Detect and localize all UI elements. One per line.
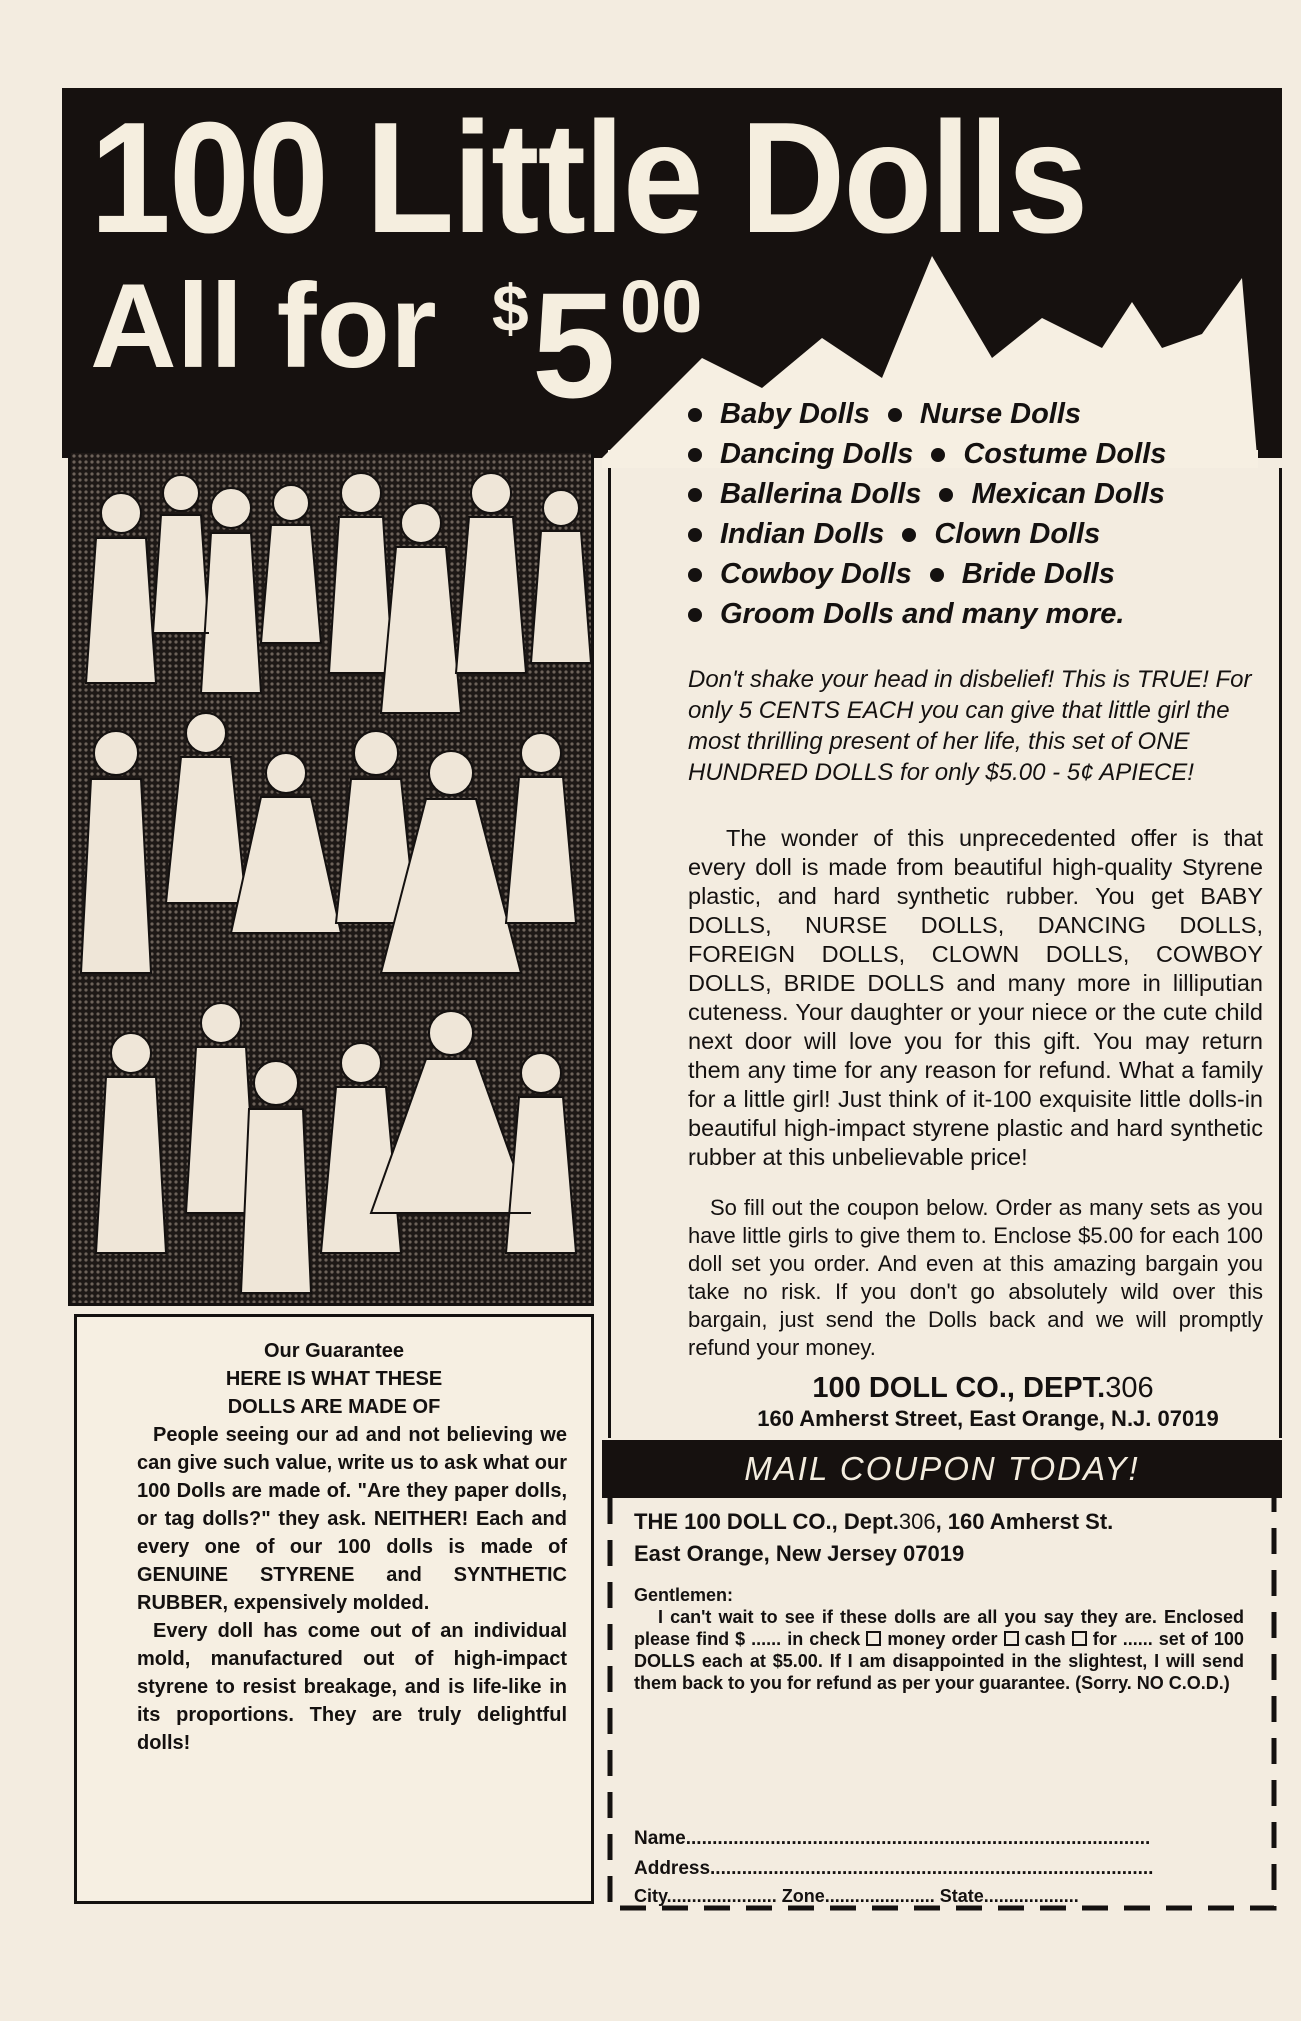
doll-type-row: Ballerina Dolls Mexican Dolls: [688, 474, 1268, 514]
bullet-icon: [888, 408, 902, 422]
price-dollar-sign: $: [492, 271, 529, 345]
company-dept: 306: [1105, 1372, 1154, 1404]
guarantee-box: [74, 1314, 594, 1904]
doll-type-row: Cowboy Dolls Bride Dolls: [688, 554, 1268, 594]
doll-types-list: [688, 394, 1268, 634]
body-paragraph-1: The wonder of this unprecedented offer is that every doll is made from beautiful high-quality Styrene plastic, and hard synthetic rubber. You get BABY DOLLS, NURSE DOLLS, DANCING DOLLS, FOREIGN DOLLS, CLOWN DOLLS, COWBOY DOLLS, BRIDE DOLLS and many more in lilliputian cuteness. Your daughter or your niece or the cute child next door will love you for this gift. You may return them any time for any reason for refund. What a family for a little girl! Just think of it-100 exquisite little dolls-in beautiful high-impact styrene plastic and hard synthetic rubber at this unbelievable price!: [688, 825, 1263, 1170]
bullet-icon: [931, 448, 945, 462]
doll-type-row: Dancing Dolls Costume Dolls: [688, 434, 1268, 474]
bullet-icon: [688, 528, 702, 542]
guarantee-title-3: DOLLS ARE MADE OF: [227, 1396, 441, 1418]
coupon-greeting: Gentlemen:: [634, 1585, 734, 1605]
body-paragraph-2: So fill out the coupon below. Order as many sets as you have little girls to give them to. Enclose $5.00 for each 100 doll set you order. And even at this amazing bargain you take no risk. If you don't go absolutely wild over this bargain, just send the Dolls back and we will promptly refund your money.: [688, 1195, 1263, 1360]
bullet-icon: [939, 488, 953, 502]
bullet-icon: [688, 568, 702, 582]
doll-type-row: Groom Dolls and many more.: [688, 594, 1268, 634]
bullet-icon: [688, 448, 702, 462]
address-field[interactable]: Address....................................................................................: [634, 1858, 1154, 1879]
bullet-icon: [688, 488, 702, 502]
dolls-illustration: [71, 453, 594, 1306]
coupon-address: THE 100 DOLL CO., Dept.306, 160 Amherst St. East Orange, New Jersey 07019: [634, 1509, 1114, 1566]
guarantee-paragraph-1: People seeing our ad and not believing we can give such value, write us to ask what our 100 Dolls are made of. "Are they paper dolls, or tag dolls?" they ask. NEITHER! Each and every one of our 100 dolls is made of GENUINE STYRENE and SYNTHETIC RUBBER, expensively molded.: [137, 1424, 567, 1614]
headline-title: 100 Little Dolls: [90, 90, 1087, 266]
cash-checkbox[interactable]: [1004, 1631, 1019, 1646]
order-coupon[interactable]: [602, 1498, 1282, 1916]
dolls-photo: [68, 450, 594, 1306]
price-cents: 00: [620, 265, 703, 348]
check-checkbox[interactable]: [866, 1631, 881, 1646]
guarantee-title-1: Our Guarantee: [263, 1340, 405, 1362]
intro-text: Don't shake your head in disbelief! This is TRUE! For only 5 CENTS EACH you can give that little girl the most thrilling present of her life, this set of ONE HUNDRED DOLLS for only $5.00 - 5¢ APIECE!: [688, 666, 1252, 786]
doll-type-row: Indian Dolls Clown Dolls: [688, 514, 1268, 554]
doll-type-row: Baby Dolls Nurse Dolls: [688, 394, 1268, 434]
guarantee-title-2: HERE IS WHAT THESE: [225, 1368, 443, 1390]
coupon-header: MAIL COUPON TODAY!: [602, 1440, 1282, 1498]
money-order-checkbox[interactable]: [1072, 1631, 1087, 1646]
guarantee-paragraph-2: Every doll has come out of an individual mold, manufactured out of high-impact styrene to resist breakage, and is life-like in its proportions. They are truly delightful dolls!: [137, 1620, 567, 1754]
bullet-icon: [930, 568, 944, 582]
all-for-text: All for: [90, 259, 437, 393]
coupon-order-text: Gentlemen: I can't wait to see if these dolls are all you say they are. Enclosed please find $ ...... in check money order cash for ...... set of 100 DOLLS each at $5.00. If I am disappointed in the slightest, I will send them back to you for refund as per your guarantee. (Sorry. NO C.O.D.): [634, 1585, 1244, 1693]
company-address: 160 Amherst Street, East Orange, N.J. 07019: [757, 1406, 1219, 1431]
bullet-icon: [688, 408, 702, 422]
bullet-icon: [688, 608, 702, 622]
name-field[interactable]: Name........................................................................................: [634, 1828, 1151, 1849]
company-name: 100 DOLL CO., DEPT.306: [812, 1372, 1154, 1404]
city-zone-state-field[interactable]: City...................... Zone...................... State...................: [634, 1886, 1079, 1906]
doll-advertisement: [62, 88, 1282, 1918]
bullet-icon: [902, 528, 916, 542]
price-whole: 5: [532, 261, 616, 429]
